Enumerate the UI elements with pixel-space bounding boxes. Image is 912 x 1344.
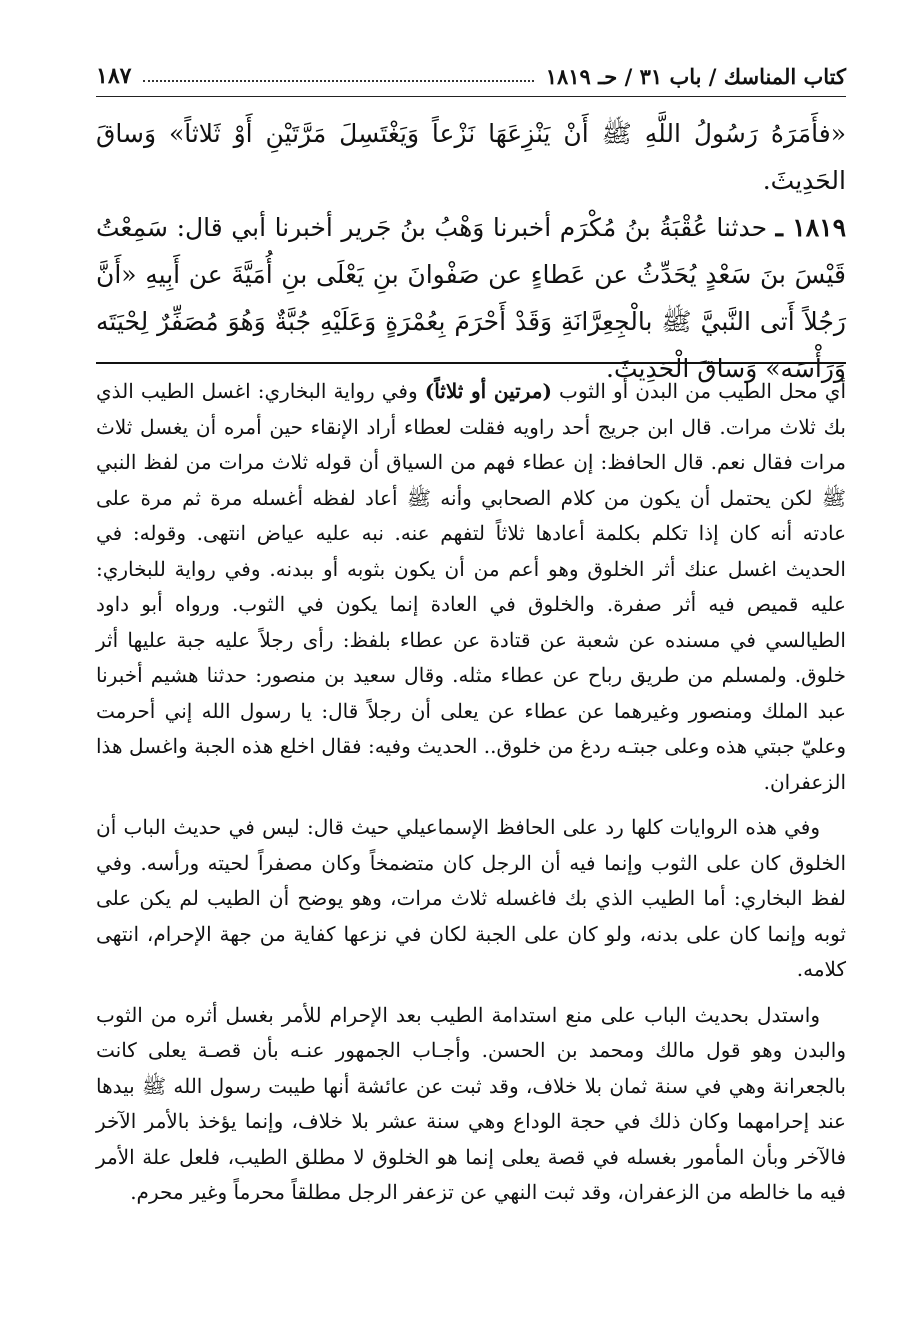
page-header xyxy=(96,56,846,97)
commentary-paragraph-2: وفي هذه الروايات كلها رد على الحافظ الإسماعيلي حيث قال: ليس في حديث الباب أن الخلوق كان على الثوب وإنما فيه أن الرجل كان متضمخاً وكان مصفراً لحيته ورأسه. وفي لفظ البخاري: أما الطيب الذي بك فاغسله ثلاث مرات، وهو يوضح أن الطيب لم يكن على ثوبه وإنما كان على بدنه، ولو كان على الجبة لكان في نزعها كفاية من جهة الإحرام، انتهى كلامه. xyxy=(96,815,846,981)
commentary-bold-term: (مرتين أو ثلاثاً) xyxy=(424,379,552,403)
commentary-p1-rest: وفي رواية البخاري: اغسل الطيب الذي بك ثلاث مرات. قال ابن جريج أحد راويه فقلت لعطاء أراد الإنقاء حين أمره أن يغسل ثلاث مرات فقال نعم. قال الحافظ: إن عطاء فهم من السياق أن قوله ثلاث مرات من لفظ النبي ﷺ لكن يحتمل أن يكون من كلام الصحابي وأنه ﷺ أعاد لفظه أغسله مرة ثم مرة على عادته أنه كان إذا تكلم بكلمة أعادها ثلاثاً لتفهم عنه. نبه عليه عياض انتهى. وقوله: في الحديث اغسل عنك أثر الخلوق وهو أعم من أن يكون بثوبه أو ببدنه. وفي رواية للبخاري: عليه قميص فيه أثر صفرة. والخلوق في العادة إنما يكون في الثوب. ورواه أبو داود الطيالسي في مسنده عن شعبة عن قتادة عن عطاء بلفظ: رأى رجلاً عليه جبة عليها أثر خلوق. ولمسلم من طريق رباح عن عطاء مثله. وقال سعيد بن منصور: حدثنا هشيم أخبرنا عبد الملك ومنصور وغيرهما عن عطاء عن يعلى أن رجلاً قال: يا رسول الله إني أحرمت وعليّ جبتي هذه وعلى جبتـه ردغ من خلوق.. الحديث وفيه: فقال اخلع هذه الجبة واغسل هذا الزعفران. xyxy=(96,379,846,794)
previous-hadith-ending: «فأَمَرَهُ رَسُولُ اللَّهِ ﷺ أَنْ يَنْزِعَهَا نَزْعاً وَيَغْتَسِلَ مَرَّتَيْنِ أَوْ ثَلاثاً» وَساقَ الحَدِيثَ. xyxy=(96,119,846,195)
footnote-separator xyxy=(96,362,846,364)
commentary-p1-start: أي محل الطيب من البدن أو الثوب xyxy=(559,379,846,403)
hadith-number: ١٨١٩ ـ xyxy=(775,213,847,242)
commentary xyxy=(96,374,846,1221)
commentary-paragraph-3: واستدل بحديث الباب على منع استدامة الطيب بعد الإحرام للأمر بغسل أثره من الثوب والبدن وهو قول مالك ومحمد بن الحسن. وأجـاب الجمهور عنـه بأن قصـة يعلى كانت بالجعرانة وهي في سنة ثمان بلا خلاف، وقد ثبت عن عائشة أنها طيبت رسول الله ﷺ بيدها عند إحرامهما وكان ذلك في حجة الوداع وهي سنة عشر بلا خلاف، وإنما يؤخذ بالأمر الآخر فالآخر وبأن المأمور بغسله في قصة يعلى إنما هو الخلوق لا مطلق الطيب، فلعل علة الأمر فيه ما خالطه من الزعفران، وقد ثبت النهي عن تزعفر الرجل مطلقاً محرماً وغير محرم. xyxy=(96,1002,846,1204)
hadith-body: حدثنا عُقْبَةُ بنُ مُكْرَم أخبرنا وَهْبُ بنُ جَرير أخبرنا أبي قال: سَمِعْتُ قَيْسَ بنَ سَعْدٍ يُحَدِّثُ عن عَطاءٍ عن صَفْوانَ بنِ يَعْلَى بنِ أُمَيَّةَ عن أَبِيهِ «أَنَّ رَجُلاً أَتى النَّبيَّ ﷺ بالْجِعِرَّانَةِ وَقَدْ أَحْرَمَ بِعُمْرَةٍ وَعَلَيْهِ جُبَّةٌ وَهُوَ مُصَفِّرٌ لِحْيَتَه وَرَأْسَه» وَساقَ الْحَدِيثَ. xyxy=(96,213,846,383)
page-number: ١٨٧ xyxy=(96,63,132,89)
running-title: كتاب المناسك / باب ٣١ / حـ ١٨١٩ xyxy=(545,63,846,89)
dotted-leader xyxy=(143,70,533,82)
hadith-text xyxy=(96,110,846,392)
commentary-paragraph-1 xyxy=(96,374,846,800)
